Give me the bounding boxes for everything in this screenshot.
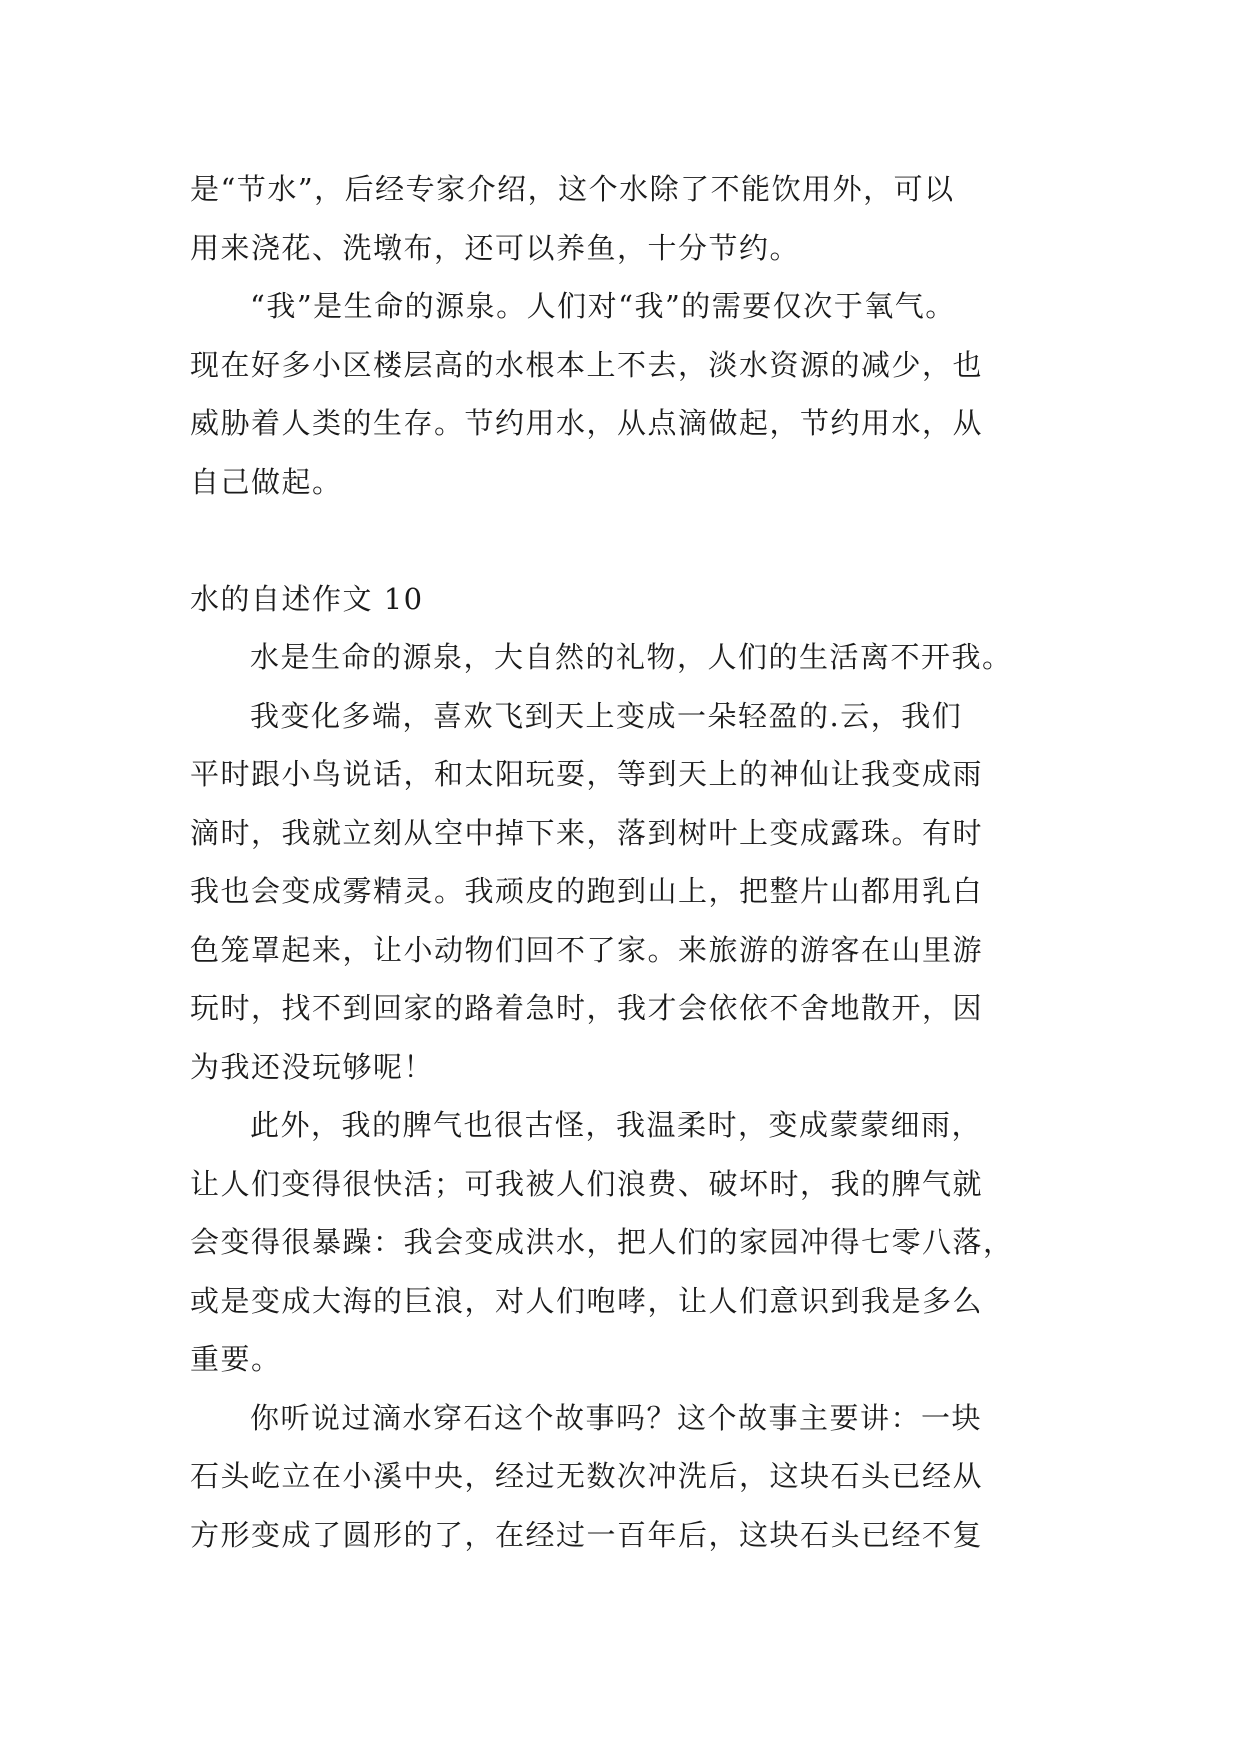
text-line: 是“节水”，后经专家介绍，这个水除了不能饮用外，可以 bbox=[190, 172, 955, 206]
text-line: 我也会变成雾精灵。我顽皮的跑到山上，把整片山都用乳白 bbox=[190, 874, 984, 908]
text-line: 滴时，我就立刻从空中掉下来，落到树叶上变成露珠。有时 bbox=[190, 815, 984, 850]
text-line: 或是变成大海的巨浪，对人们咆哮，让人们意识到我是多么 bbox=[190, 1283, 984, 1318]
text-line: 让人们变得很快活；可我被人们浪费、破坏时，我的脾气就 bbox=[190, 1166, 984, 1201]
text-line: 你听说过滴水穿石这个故事吗？这个故事主要讲：一块 bbox=[250, 1400, 983, 1435]
text-line: 色笼罩起来，让小动物们回不了家。来旅游的游客在山里游 bbox=[190, 932, 984, 967]
text-line: 会变得很暴躁：我会变成洪水，把人们的家园冲得七零八落， bbox=[190, 1225, 1014, 1259]
paragraph bbox=[190, 1389, 1070, 1565]
paragraph bbox=[190, 687, 1070, 1097]
text-line: 此外，我的脾气也很古怪，我温柔时，变成蒙蒙细雨， bbox=[250, 1108, 983, 1142]
section-title: 水的自述作文 10 bbox=[190, 581, 424, 616]
spacer bbox=[190, 511, 1070, 570]
text-line: 威胁着人类的生存。节约用水，从点滴做起，节约用水，从 bbox=[190, 406, 984, 440]
text-line: 平时跟小鸟说话，和太阳玩耍，等到天上的神仙让我变成雨 bbox=[190, 757, 984, 791]
text-line: 用来浇花、洗墩布，还可以养鱼，十分节约。 bbox=[190, 230, 801, 265]
paragraph bbox=[190, 277, 1070, 511]
text-line: 重要。 bbox=[190, 1342, 282, 1376]
text-line: 玩时，找不到回家的路着急时，我才会依依不舍地散开，因 bbox=[190, 991, 984, 1025]
paragraph bbox=[190, 160, 1070, 277]
paragraph bbox=[190, 1096, 1070, 1389]
text-line: 石头屹立在小溪中央，经过无数次冲洗后，这块石头已经从 bbox=[190, 1459, 984, 1493]
text-line: 我变化多端，喜欢飞到天上变成一朵轻盈的.云，我们 bbox=[250, 698, 963, 733]
text-line: 为我还没玩够呢！ bbox=[190, 1049, 435, 1084]
text-line: 现在好多小区楼层高的水根本上不去，淡水资源的减少，也 bbox=[190, 347, 984, 382]
text-line: 自己做起。 bbox=[190, 464, 343, 499]
paragraph bbox=[190, 628, 1070, 687]
document-page bbox=[190, 160, 1070, 1564]
text-line: “我”是生命的源泉。人们对“我”的需要仅次于氧气。 bbox=[250, 289, 956, 323]
text-line: 水是生命的源泉，大自然的礼物，人们的生活离不开我。 bbox=[250, 640, 1013, 674]
text-line: 方形变成了圆形的了，在经过一百年后，这块石头已经不复 bbox=[190, 1517, 984, 1552]
